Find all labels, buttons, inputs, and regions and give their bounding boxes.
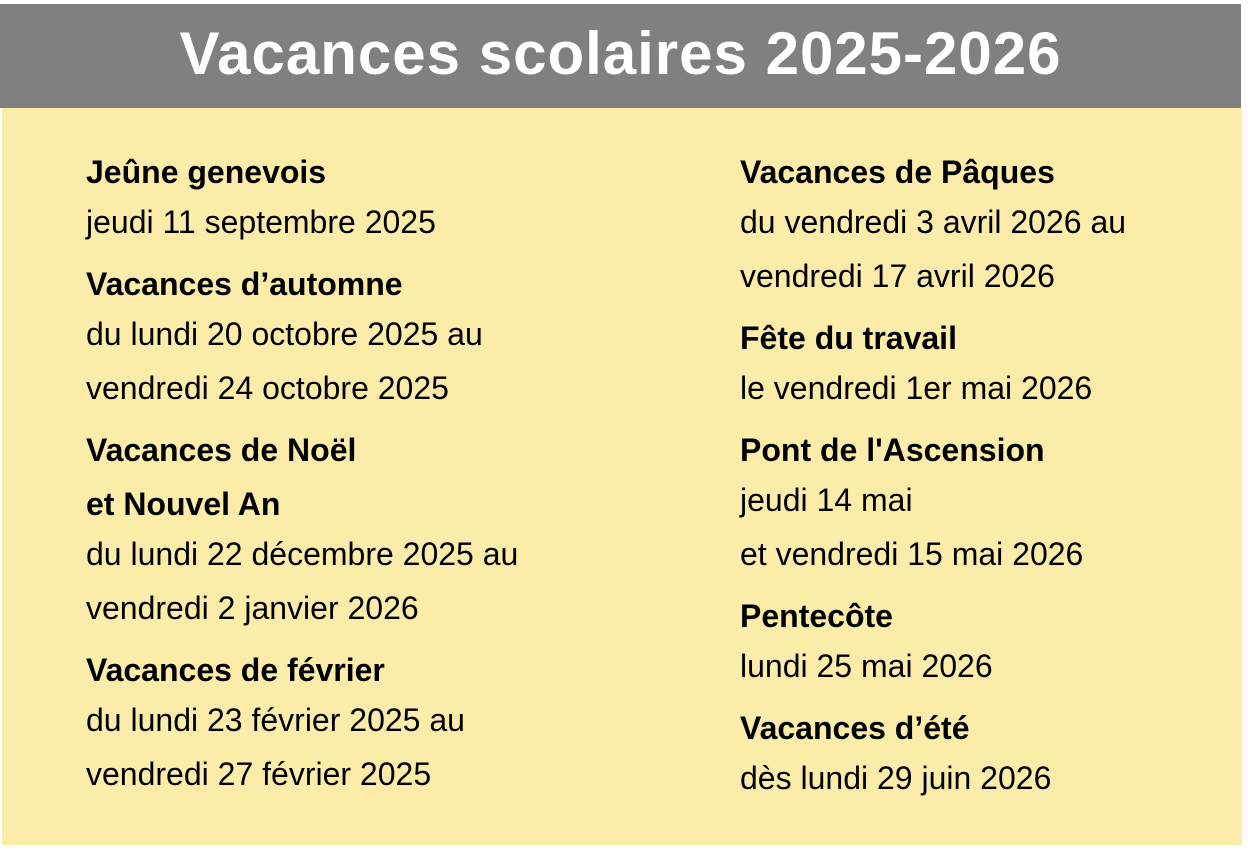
holiday-dates: jeudi 11 septembre 2025 <box>86 204 436 240</box>
holiday-entry <box>86 643 518 801</box>
holiday-dates: du lundi 23 février 2025 au <box>86 702 465 738</box>
page-title: Vacances scolaires 2025-2026 <box>179 19 1062 87</box>
holiday-dates: dès lundi 29 juin 2026 <box>740 760 1052 796</box>
holiday-entry <box>86 145 518 249</box>
holiday-entry <box>86 423 518 635</box>
holiday-title: Pentecôte <box>740 598 893 634</box>
holiday-dates: du vendredi 3 avril 2026 au <box>740 204 1127 240</box>
holiday-title: Jeûne genevois <box>86 154 327 190</box>
holiday-dates: vendredi 27 février 2025 <box>86 756 432 792</box>
holiday-dates: vendredi 17 avril 2026 <box>740 258 1055 294</box>
holiday-entry <box>740 701 1126 805</box>
holiday-title: Fête du travail <box>740 320 957 356</box>
holiday-dates: jeudi 14 mai <box>740 482 913 518</box>
holiday-entry <box>740 423 1126 581</box>
holiday-entry <box>740 145 1126 303</box>
holiday-panel <box>2 108 1242 845</box>
holiday-title: et Nouvel An <box>86 486 281 522</box>
left-column <box>86 145 518 809</box>
holiday-title: Vacances de Pâques <box>740 154 1055 190</box>
holiday-entry <box>740 311 1126 415</box>
holiday-title: Vacances d’été <box>740 710 970 746</box>
holiday-entry <box>740 589 1126 693</box>
holiday-title: Vacances de Noël <box>86 432 357 468</box>
holiday-title: Pont de l'Ascension <box>740 432 1045 468</box>
holiday-dates: vendredi 24 octobre 2025 <box>86 370 449 406</box>
holiday-title: Vacances d’automne <box>86 266 403 302</box>
holiday-dates: lundi 25 mai 2026 <box>740 648 993 684</box>
holiday-dates: du lundi 20 octobre 2025 au <box>86 316 483 352</box>
holiday-dates: le vendredi 1er mai 2026 <box>740 370 1093 406</box>
right-column <box>740 145 1126 813</box>
holiday-title: Vacances de février <box>86 652 385 688</box>
holiday-dates: vendredi 2 janvier 2026 <box>86 590 419 626</box>
holiday-dates: et vendredi 15 mai 2026 <box>740 536 1084 572</box>
holiday-dates: du lundi 22 décembre 2025 au <box>86 536 519 572</box>
title-banner <box>0 4 1241 108</box>
holiday-entry <box>86 257 518 415</box>
